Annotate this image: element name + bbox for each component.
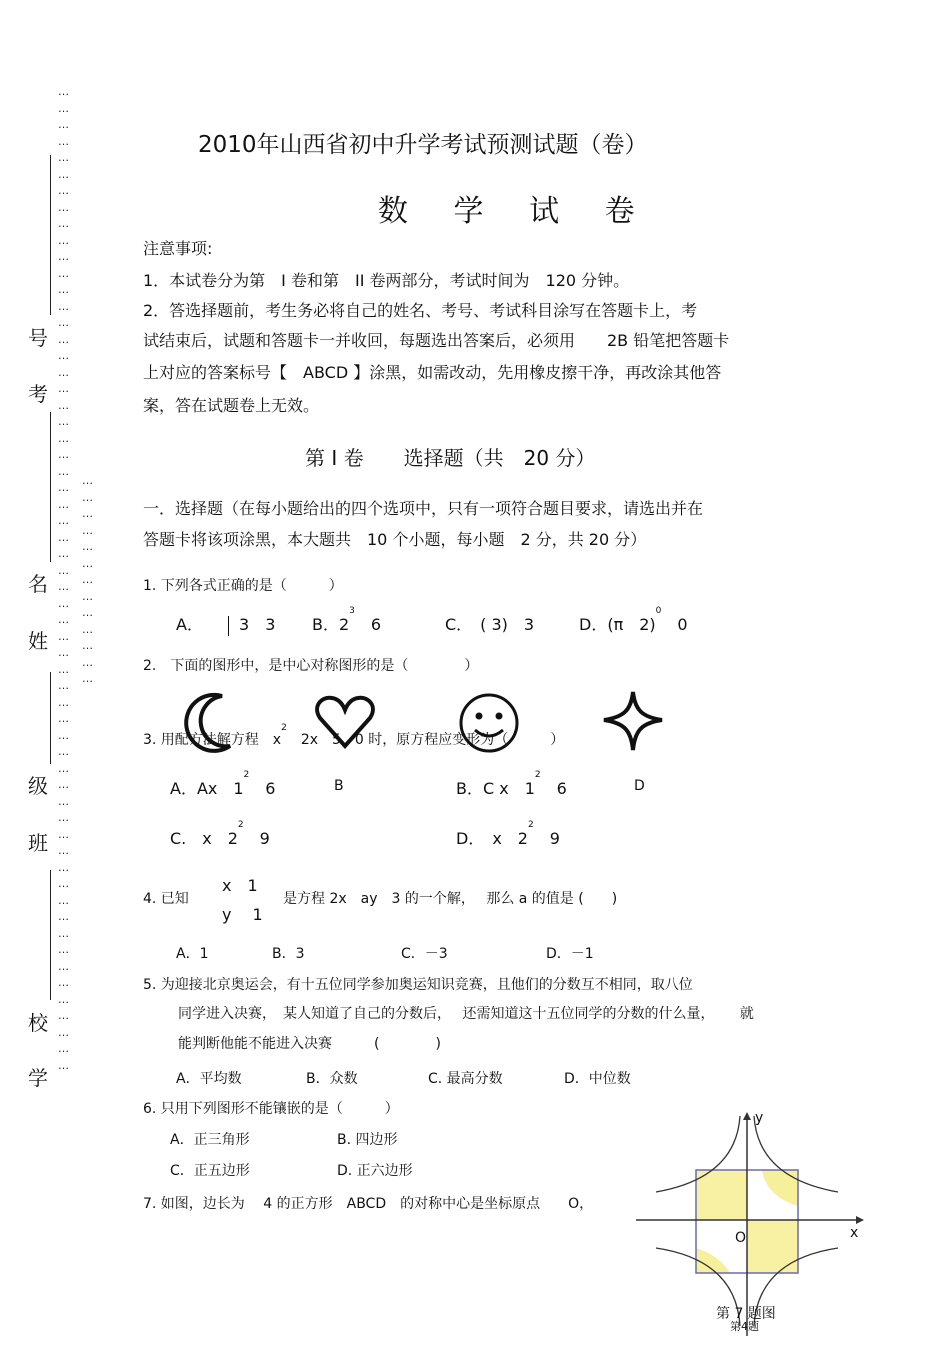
section-intro: 一．选择题（在每小题给出的四个选项中，只有一项符合题目要求，请选出并在: [143, 499, 704, 518]
q4-system-y: y 1: [222, 905, 263, 924]
side-label-xing: 姓: [28, 629, 48, 653]
notice-line: 上对应的答案标号【 ABCD 】涂黑，如需改动，先用橡皮擦干净，再改涂其他答: [143, 363, 722, 382]
q1-option-d: D．(π 2)$^0$ 0: [579, 606, 688, 634]
q4-option-d: D．－1: [546, 946, 594, 962]
section-intro: 答题卡将该项涂黑，本大题共 10 个小题，每小题 2 分，共 20 分）: [143, 530, 647, 549]
q5-option-b: B．众数: [306, 1071, 358, 1087]
q6-stem: 6. 只用下列图形不能镶嵌的是（ ）: [143, 1101, 399, 1117]
q3-stem: 3. 用配方法解方程 $x^2$ 2x 5 0 时，原方程应变形为（ ）: [143, 723, 565, 748]
star-shape: [602, 690, 664, 752]
q6-option-c: C．正五边形: [170, 1163, 250, 1179]
notice-line: 1．本试卷分为第 I 卷和第 II 卷两部分，考试时间为 120 分钟。: [143, 271, 630, 290]
q5-option-a: A．平均数: [176, 1071, 242, 1087]
figure-caption: 第 7 题图: [716, 1306, 776, 1322]
binding-dots-right: … … … … … … … … … … … … …: [82, 474, 93, 685]
q3-option-a: A．Ax $1^2$ 6: [170, 770, 276, 798]
side-label-xiao: 校: [28, 1011, 48, 1035]
y-axis-label: y: [755, 1110, 764, 1126]
q6-option-b: B. 四边形: [337, 1132, 398, 1148]
binding-dots-left: … … … … … … … … … … … … … … … … … … … … … … … … … … … … … … … … … … … … … … … … … … … … … … … … … … … … … … … … … … … …: [58, 85, 69, 1072]
section-heading: 第 I 卷 选择题（共 20 分）: [305, 446, 596, 470]
q4-stem-suffix: 是方程 2x ay 3 的一个解， 那么 a 的值是 ( ): [283, 891, 618, 907]
side-label-xue: 学: [28, 1066, 48, 1090]
q4-option-c: C．－3: [401, 946, 448, 962]
q3-option-b: B．C x $1^2$ 6: [456, 770, 567, 798]
binding-line: [50, 870, 51, 1000]
side-label-hao: 号: [28, 326, 48, 350]
q3-option-c: C. x $2^2$ 9: [170, 820, 270, 848]
q5-stem: 同学进入决赛， 某人知道了自己的分数后， 还需知道这十五位同学的分数的什么量， 就: [178, 1006, 754, 1022]
binding-line: [50, 155, 51, 315]
q4-system-x: x 1: [222, 876, 258, 895]
q4-stem-prefix: 4. 已知: [143, 891, 189, 907]
q6-option-d: D. 正六边形: [337, 1163, 413, 1179]
binding-line: [50, 672, 51, 764]
binding-line: [50, 412, 51, 562]
q3-tag-d: D: [634, 778, 645, 794]
side-label-ming: 名: [28, 572, 48, 596]
side-label-ban: 班: [28, 831, 48, 855]
x-axis-label: x: [850, 1225, 859, 1241]
exam-title: 2010年山西省初中升学考试预测试题（卷）: [198, 132, 648, 158]
side-label-ji: 级: [28, 774, 48, 798]
notice-heading: 注意事项:: [143, 239, 213, 258]
q3-option-d: D． x $2^2$ 9: [456, 820, 560, 848]
q3-tag-b: B: [334, 778, 344, 794]
q7-stem: 7. 如图，边长为 4 的正方形 ABCD 的对称中心是坐标原点 O，: [143, 1196, 594, 1212]
q1-option-c: C． ( 3) 3: [445, 615, 535, 634]
q1-stem: 1. 下列各式正确的是（ ）: [143, 578, 343, 594]
figure-caption-secondary: 第4题: [730, 1320, 759, 1333]
q1-option-a: A． 3 3: [176, 615, 276, 634]
q5-stem: 5. 为迎接北京奥运会，有十五位同学参加奥运知识竞赛，且他们的分数互不相同，取八位: [143, 977, 693, 993]
q5-option-d: D．中位数: [564, 1071, 631, 1087]
q4-option-b: B．3: [272, 946, 305, 962]
exam-subtitle: 数 学 试 卷: [378, 194, 653, 229]
notice-line: 案，答在试题卷上无效。: [143, 396, 320, 415]
q5-option-c: C. 最高分数: [428, 1071, 503, 1087]
side-label-kao: 考: [28, 382, 48, 406]
q2-stem: 2. 下面的图形中，是中心对称图形的是（ ）: [143, 658, 479, 674]
q5-stem: 能判断他能不能进入决赛 ( ): [178, 1036, 441, 1052]
notice-line: 2．答选择题前，考生务必将自己的姓名、考号、考试科目涂写在答题卡上，考: [143, 301, 698, 320]
q1-option-b: B．$2^3$ 6: [312, 606, 382, 634]
q4-option-a: A．1: [176, 946, 209, 962]
q6-option-a: A．正三角形: [170, 1132, 250, 1148]
origin-label: O: [735, 1230, 747, 1246]
notice-line: 试结束后，试题和答题卡一并收回，每题选出答案后，必须用 2B 铅笔把答题卡: [143, 331, 730, 350]
